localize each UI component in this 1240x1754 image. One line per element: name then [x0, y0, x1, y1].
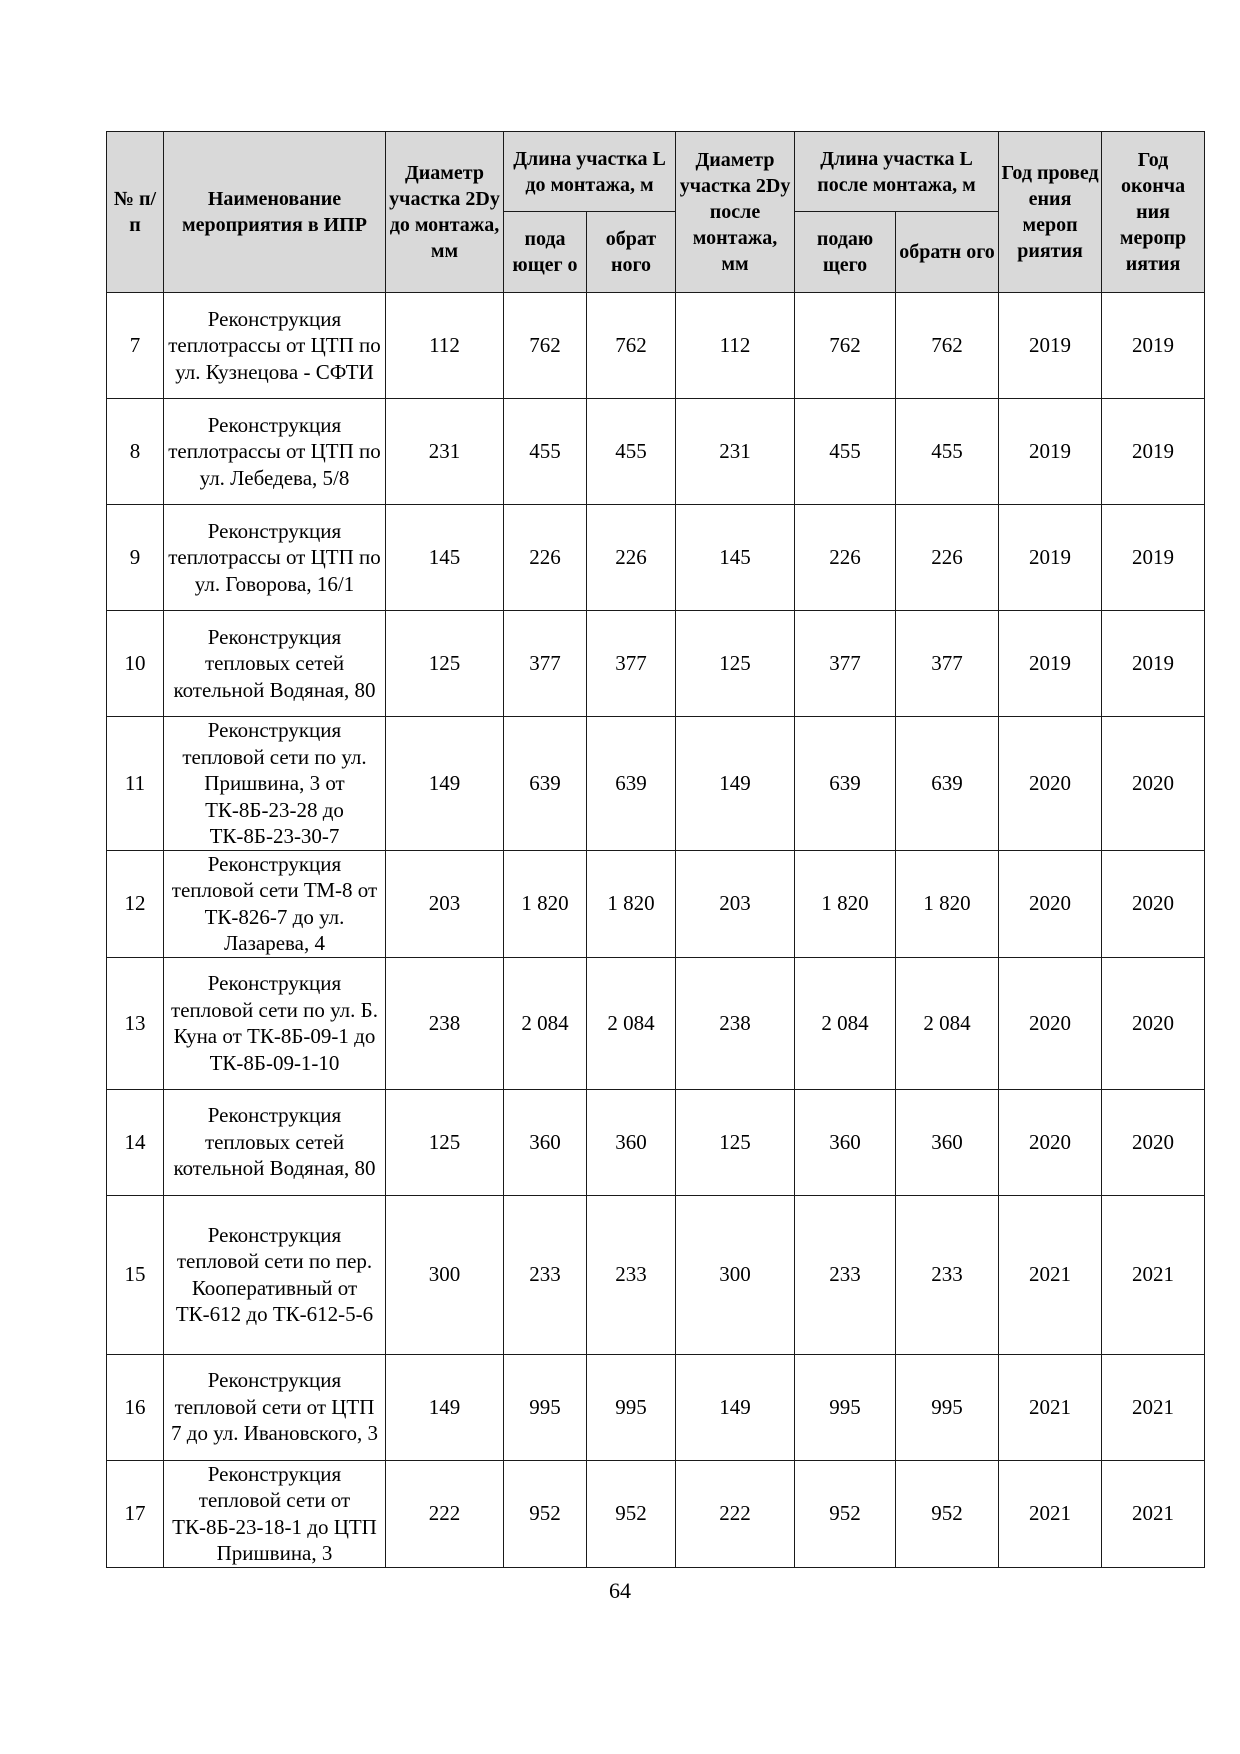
measure-name-cell: Реконструкция тепловой сети от ЦТП 7 до ул. Ивановского, 3 — [164, 1354, 386, 1460]
length-after-return-cell: 995 — [896, 1354, 999, 1460]
diameter-after-cell: 149 — [676, 1354, 795, 1460]
ipr-measures-table — [106, 131, 1205, 1568]
year-end-cell: 2021 — [1102, 1195, 1205, 1354]
table-row — [107, 717, 1205, 851]
header-len-after-return: обратн ого — [896, 212, 999, 293]
row-number-cell: 17 — [107, 1460, 164, 1567]
length-before-return-cell: 995 — [587, 1354, 676, 1460]
year-start-cell: 2021 — [999, 1354, 1102, 1460]
diameter-after-cell: 222 — [676, 1460, 795, 1567]
diameter-before-cell: 149 — [386, 717, 504, 851]
row-number-cell: 15 — [107, 1195, 164, 1354]
year-end-cell: 2019 — [1102, 505, 1205, 611]
year-end-cell: 2020 — [1102, 957, 1205, 1089]
header-year-start: Год провед ения мероп риятия — [999, 132, 1102, 293]
table-row — [107, 957, 1205, 1089]
measure-name-cell: Реконструкция теплотрассы от ЦТП по ул. Кузнецова - СФТИ — [164, 293, 386, 399]
length-after-return-cell: 377 — [896, 611, 999, 717]
row-number-cell: 9 — [107, 505, 164, 611]
diameter-before-cell: 125 — [386, 1089, 504, 1195]
length-after-supply-cell: 360 — [795, 1089, 896, 1195]
year-end-cell: 2021 — [1102, 1354, 1205, 1460]
row-number-cell: 14 — [107, 1089, 164, 1195]
diameter-before-cell: 222 — [386, 1460, 504, 1567]
header-name: Наименование мероприятия в ИПР — [164, 132, 386, 293]
length-after-return-cell: 360 — [896, 1089, 999, 1195]
measure-name-cell: Реконструкция тепловых сетей котельной Водяная, 80 — [164, 1089, 386, 1195]
length-before-supply-cell: 360 — [504, 1089, 587, 1195]
table-body — [107, 293, 1205, 1568]
length-before-supply-cell: 226 — [504, 505, 587, 611]
year-end-cell: 2020 — [1102, 717, 1205, 851]
diameter-before-cell: 300 — [386, 1195, 504, 1354]
length-before-return-cell: 762 — [587, 293, 676, 399]
length-before-return-cell: 233 — [587, 1195, 676, 1354]
diameter-after-cell: 112 — [676, 293, 795, 399]
header-num: № п/п — [107, 132, 164, 293]
row-number-cell: 8 — [107, 399, 164, 505]
length-before-return-cell: 2 084 — [587, 957, 676, 1089]
header-diam-before: Диаметр участка 2Dу до монтажа, мм — [386, 132, 504, 293]
measure-name-cell: Реконструкция тепловой сети от ТК-8Б-23-18-1 до ЦТП Пришвина, 3 — [164, 1460, 386, 1567]
length-before-supply-cell: 995 — [504, 1354, 587, 1460]
measure-name-cell: Реконструкция тепловой сети ТМ-8 от ТК-826-7 до ул. Лазарева, 4 — [164, 850, 386, 957]
header-len-after-supply: подаю щего — [795, 212, 896, 293]
measure-name-cell: Реконструкция тепловых сетей котельной Водяная, 80 — [164, 611, 386, 717]
measure-name-cell: Реконструкция тепловой сети по пер. Кооперативный от ТК-612 до ТК-612-5-6 — [164, 1195, 386, 1354]
length-before-return-cell: 360 — [587, 1089, 676, 1195]
year-end-cell: 2019 — [1102, 399, 1205, 505]
length-after-supply-cell: 995 — [795, 1354, 896, 1460]
year-end-cell: 2021 — [1102, 1460, 1205, 1567]
diameter-after-cell: 145 — [676, 505, 795, 611]
year-start-cell: 2021 — [999, 1195, 1102, 1354]
measure-name-cell: Реконструкция тепловой сети по ул. Пришвина, 3 от ТК-8Б-23-28 до ТК-8Б-23-30-7 — [164, 717, 386, 851]
diameter-before-cell: 125 — [386, 611, 504, 717]
length-before-supply-cell: 639 — [504, 717, 587, 851]
length-after-supply-cell: 233 — [795, 1195, 896, 1354]
diameter-after-cell: 238 — [676, 957, 795, 1089]
table-header — [107, 132, 1205, 293]
length-after-supply-cell: 639 — [795, 717, 896, 851]
diameter-before-cell: 145 — [386, 505, 504, 611]
diameter-after-cell: 125 — [676, 1089, 795, 1195]
length-after-return-cell: 233 — [896, 1195, 999, 1354]
table-row — [107, 1460, 1205, 1567]
measure-name-cell: Реконструкция тепловой сети по ул. Б. Куна от ТК-8Б-09-1 до ТК-8Б-09-1-10 — [164, 957, 386, 1089]
diameter-after-cell: 203 — [676, 850, 795, 957]
header-year-end: Год оконча ния меропр иятия — [1102, 132, 1205, 293]
diameter-after-cell: 300 — [676, 1195, 795, 1354]
table-row — [107, 399, 1205, 505]
row-number-cell: 12 — [107, 850, 164, 957]
length-after-return-cell: 2 084 — [896, 957, 999, 1089]
year-start-cell: 2020 — [999, 717, 1102, 851]
diameter-after-cell: 149 — [676, 717, 795, 851]
length-after-return-cell: 226 — [896, 505, 999, 611]
length-after-supply-cell: 952 — [795, 1460, 896, 1567]
length-after-return-cell: 455 — [896, 399, 999, 505]
table-row — [107, 505, 1205, 611]
year-start-cell: 2019 — [999, 611, 1102, 717]
year-end-cell: 2020 — [1102, 1089, 1205, 1195]
table-row — [107, 1089, 1205, 1195]
length-after-supply-cell: 377 — [795, 611, 896, 717]
row-number-cell: 16 — [107, 1354, 164, 1460]
length-before-return-cell: 226 — [587, 505, 676, 611]
length-after-return-cell: 762 — [896, 293, 999, 399]
page-number: 64 — [609, 1578, 631, 1603]
diameter-before-cell: 238 — [386, 957, 504, 1089]
length-before-supply-cell: 762 — [504, 293, 587, 399]
length-after-supply-cell: 226 — [795, 505, 896, 611]
row-number-cell: 13 — [107, 957, 164, 1089]
length-before-supply-cell: 952 — [504, 1460, 587, 1567]
length-before-return-cell: 639 — [587, 717, 676, 851]
header-diam-after: Диаметр участка 2Dу после монтажа, мм — [676, 132, 795, 293]
diameter-before-cell: 149 — [386, 1354, 504, 1460]
length-before-supply-cell: 1 820 — [504, 850, 587, 957]
row-number-cell: 10 — [107, 611, 164, 717]
row-number-cell: 7 — [107, 293, 164, 399]
table-row — [107, 293, 1205, 399]
table-row — [107, 1195, 1205, 1354]
length-before-return-cell: 1 820 — [587, 850, 676, 957]
row-number-cell: 11 — [107, 717, 164, 851]
year-end-cell: 2019 — [1102, 611, 1205, 717]
table-row — [107, 850, 1205, 957]
header-len-before-supply: пода ющег о — [504, 212, 587, 293]
length-after-supply-cell: 1 820 — [795, 850, 896, 957]
diameter-before-cell: 203 — [386, 850, 504, 957]
diameter-after-cell: 125 — [676, 611, 795, 717]
diameter-before-cell: 231 — [386, 399, 504, 505]
diameter-before-cell: 112 — [386, 293, 504, 399]
header-len-after: Длина участка L после монтажа, м — [795, 132, 999, 212]
table-row — [107, 611, 1205, 717]
year-start-cell: 2020 — [999, 850, 1102, 957]
length-after-supply-cell: 2 084 — [795, 957, 896, 1089]
length-after-supply-cell: 455 — [795, 399, 896, 505]
diameter-after-cell: 231 — [676, 399, 795, 505]
measure-name-cell: Реконструкция теплотрассы от ЦТП по ул. Говорова, 16/1 — [164, 505, 386, 611]
year-start-cell: 2019 — [999, 399, 1102, 505]
year-start-cell: 2021 — [999, 1460, 1102, 1567]
table-row — [107, 1354, 1205, 1460]
measure-name-cell: Реконструкция теплотрассы от ЦТП по ул. Лебедева, 5/8 — [164, 399, 386, 505]
length-after-supply-cell: 762 — [795, 293, 896, 399]
year-start-cell: 2020 — [999, 957, 1102, 1089]
year-start-cell: 2020 — [999, 1089, 1102, 1195]
length-after-return-cell: 952 — [896, 1460, 999, 1567]
header-len-before-return: обрат ного — [587, 212, 676, 293]
length-before-supply-cell: 455 — [504, 399, 587, 505]
length-before-return-cell: 952 — [587, 1460, 676, 1567]
year-end-cell: 2019 — [1102, 293, 1205, 399]
length-before-return-cell: 455 — [587, 399, 676, 505]
length-before-supply-cell: 233 — [504, 1195, 587, 1354]
header-len-before: Длина участка L до монтажа, м — [504, 132, 676, 212]
length-before-supply-cell: 2 084 — [504, 957, 587, 1089]
length-after-return-cell: 639 — [896, 717, 999, 851]
year-start-cell: 2019 — [999, 505, 1102, 611]
length-before-return-cell: 377 — [587, 611, 676, 717]
length-before-supply-cell: 377 — [504, 611, 587, 717]
length-after-return-cell: 1 820 — [896, 850, 999, 957]
year-end-cell: 2020 — [1102, 850, 1205, 957]
year-start-cell: 2019 — [999, 293, 1102, 399]
